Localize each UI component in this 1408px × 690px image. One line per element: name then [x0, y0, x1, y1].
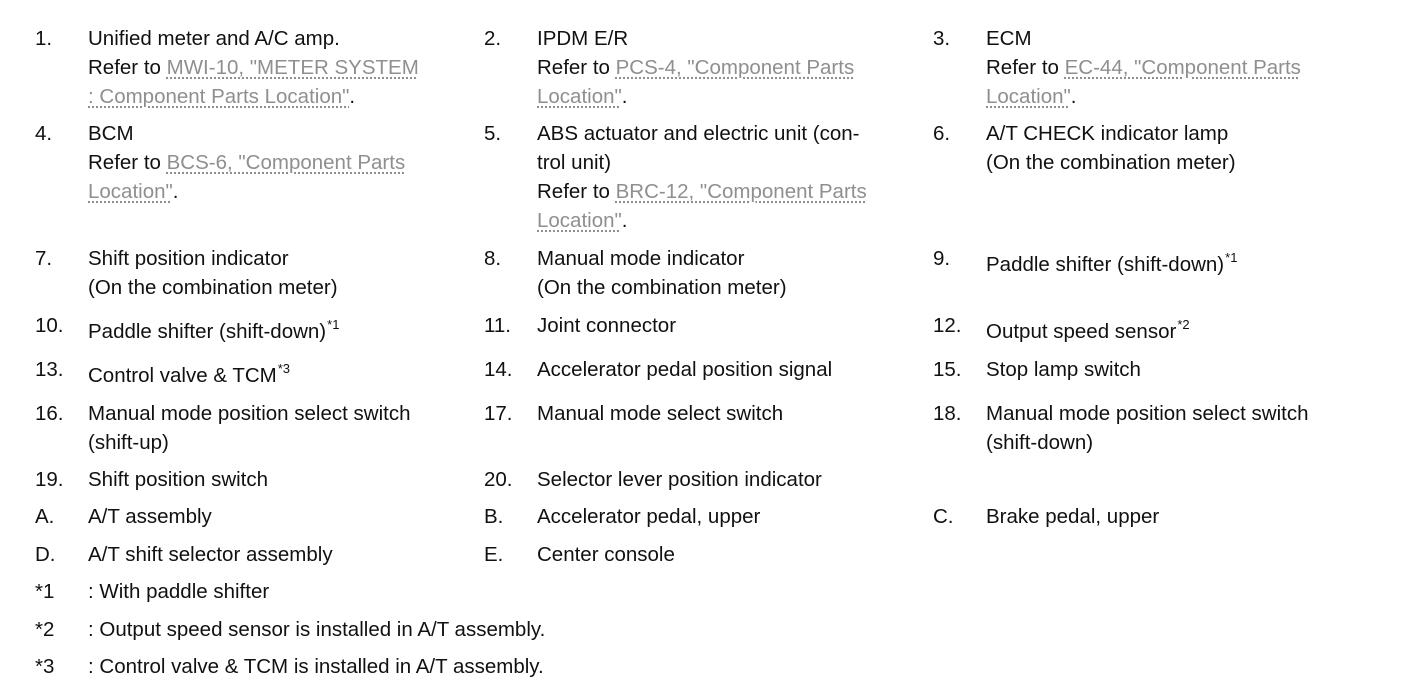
item-number: 10. [35, 314, 64, 337]
reference-link-bcs-6[interactable]: BCS-6, "Component Parts [166, 151, 406, 174]
item-title: A/T shift selector assembly [88, 543, 333, 566]
reference-link-brc-12[interactable]: BRC-12, "Component Parts [615, 180, 867, 203]
item-title: Accelerator pedal position signal [537, 358, 833, 381]
reference-link-ec-44-cont[interactable]: Location" [986, 85, 1071, 108]
item-title: A/T assembly [88, 505, 212, 528]
item-number: 8. [484, 247, 502, 270]
item-number: 1. [35, 27, 53, 50]
item-subtitle: (shift-up) [88, 431, 169, 454]
item-subtitle: (On the combination meter) [88, 276, 338, 299]
item-letter: A. [35, 505, 55, 528]
item-number: 9. [933, 247, 951, 270]
footnote-text: : Control valve & TCM is installed in A/T assembly. [88, 655, 544, 678]
item-title: Control valve & TCM [88, 364, 277, 387]
item-number: 4. [35, 122, 53, 145]
item-number: 3. [933, 27, 951, 50]
item-letter: C. [933, 505, 954, 528]
footnote-ref: *1 [327, 317, 340, 332]
reference-link-mwi-10[interactable]: MWI-10, "METER SYSTEM [166, 56, 419, 79]
reference-link-pcs-4[interactable]: PCS-4, "Component Parts [615, 56, 855, 79]
footnote-text: : With paddle shifter [88, 580, 270, 603]
item-subtitle: (On the combination meter) [537, 276, 787, 299]
footnote-text: : Output speed sensor is installed in A/T assembly. [88, 618, 546, 641]
item-number: 12. [933, 314, 962, 337]
item-subtitle: (shift-down) [986, 431, 1094, 454]
refer-label: Refer to [986, 56, 1065, 79]
item-title: IPDM E/R [537, 27, 629, 50]
item-number: 7. [35, 247, 53, 270]
period: . [621, 209, 628, 232]
item-letter: D. [35, 543, 56, 566]
item-title: ECM [986, 27, 1032, 50]
footnote-ref: *2 [1177, 317, 1190, 332]
reference-link-pcs-4-cont[interactable]: Location" [537, 85, 622, 108]
item-number: 18. [933, 402, 962, 425]
period: . [1070, 85, 1077, 108]
reference-link-bcs-6-cont[interactable]: Location" [88, 180, 173, 203]
item-number: 17. [484, 402, 513, 425]
item-title: Center console [537, 543, 675, 566]
refer-label: Refer to [88, 56, 167, 79]
period: . [349, 85, 356, 108]
item-title: Accelerator pedal, upper [537, 505, 761, 528]
item-title: Brake pedal, upper [986, 505, 1160, 528]
item-title: Paddle shifter (shift-down) [88, 320, 327, 343]
item-title: Shift position indicator [88, 247, 289, 270]
item-subtitle: (On the combination meter) [986, 151, 1236, 174]
item-title: Manual mode select switch [537, 402, 784, 425]
item-letter: B. [484, 505, 504, 528]
item-number: 16. [35, 402, 64, 425]
item-number: 5. [484, 122, 502, 145]
item-number: 14. [484, 358, 513, 381]
footnote-marker: *1 [35, 580, 55, 603]
item-number: 20. [484, 468, 513, 491]
item-title: Shift position switch [88, 468, 269, 491]
footnote-marker: *3 [35, 655, 55, 678]
item-title: Output speed sensor [986, 320, 1177, 343]
item-title: Stop lamp switch [986, 358, 1141, 381]
item-title: Paddle shifter (shift-down) [986, 253, 1225, 276]
item-title: Manual mode position select switch [986, 402, 1309, 425]
reference-link-brc-12-cont[interactable]: Location" [537, 209, 622, 232]
item-number: 2. [484, 27, 502, 50]
period: . [172, 180, 179, 203]
item-letter: E. [484, 543, 504, 566]
reference-link-ec-44[interactable]: EC-44, "Component Parts [1064, 56, 1301, 79]
reference-link-mwi-10-cont[interactable]: : Component Parts Location" [88, 85, 350, 108]
item-title: Manual mode indicator [537, 247, 745, 270]
refer-label: Refer to [537, 180, 616, 203]
item-title-cont: trol unit) [537, 151, 612, 174]
item-title: A/T CHECK indicator lamp [986, 122, 1229, 145]
item-title: Manual mode position select switch [88, 402, 411, 425]
footnote-ref: *3 [277, 361, 291, 376]
item-number: 6. [933, 122, 951, 145]
item-title: Selector lever position indicator [537, 468, 822, 491]
item-title: Unified meter and A/C amp. [88, 27, 340, 50]
footnote-ref: *1 [1225, 250, 1238, 265]
item-title: ABS actuator and electric unit (con- [537, 122, 860, 145]
footnote-marker: *2 [35, 618, 55, 641]
item-number: 11. [484, 314, 511, 337]
item-title: Joint connector [537, 314, 677, 337]
item-number: 19. [35, 468, 64, 491]
refer-label: Refer to [537, 56, 616, 79]
period: . [621, 85, 628, 108]
refer-label: Refer to [88, 151, 167, 174]
item-number: 13. [35, 358, 64, 381]
item-number: 15. [933, 358, 962, 381]
item-title: BCM [88, 122, 134, 145]
